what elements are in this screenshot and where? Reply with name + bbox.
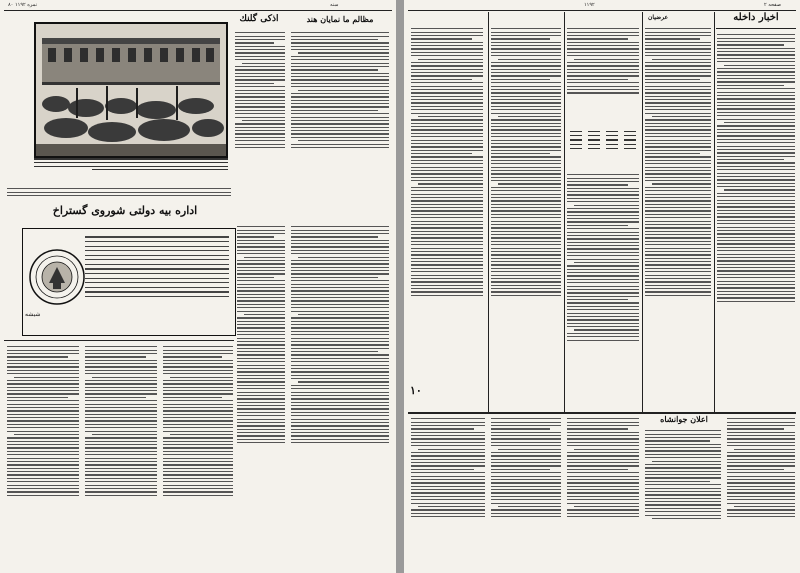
right-column-3-top <box>566 26 640 126</box>
left-column-1 <box>290 30 390 220</box>
left-lower-column-c <box>6 344 80 570</box>
left-lower-column-b <box>84 344 158 570</box>
left-page-header-right: سنه <box>330 2 339 8</box>
right-lower-column-1 <box>726 416 796 570</box>
page-gutter <box>396 0 404 573</box>
headline-underline <box>716 28 796 29</box>
right-lower-column-2 <box>644 428 722 570</box>
engraving-caption <box>34 156 228 186</box>
lower-section-rule <box>4 340 234 341</box>
right-page <box>404 0 800 573</box>
left-column-1-lower <box>290 224 390 570</box>
right-lower-column-3 <box>566 416 640 570</box>
insurance-seal-icon <box>27 237 87 317</box>
right-column-5 <box>410 26 484 410</box>
advertisement-body <box>85 233 229 331</box>
header-rule <box>4 10 392 11</box>
advertisement-box <box>22 228 236 336</box>
headline-1: مظالم ما نمايان هند <box>306 14 374 24</box>
right-lower-column-5 <box>410 416 486 570</box>
lower-headline: اعلان جوانشاه <box>660 414 708 424</box>
headline-2: اذكى گلنك <box>239 14 279 24</box>
engraving-scene-graphic <box>36 24 226 156</box>
right-column-4 <box>490 26 562 410</box>
page-number: ۱۰ <box>410 384 422 397</box>
left-column-2 <box>234 30 286 220</box>
right-page-header-mid: ۱۱۹۲ <box>584 2 595 8</box>
numeric-table <box>570 128 636 168</box>
left-page-header-left: ۸۰ نمره ۱۱۹۲ <box>8 2 37 8</box>
right-column-3 <box>566 172 640 410</box>
right-lower-column-4 <box>490 416 562 570</box>
column-2-subhead: عرضيان <box>648 14 669 21</box>
left-page <box>0 0 396 573</box>
advertisement-title: اداره بيه دولتى شوروى گستراخ <box>52 204 198 217</box>
right-column-1 <box>716 32 796 410</box>
engraving-illustration <box>34 22 228 158</box>
left-lower-column-a <box>162 344 234 570</box>
caption-text-band <box>6 186 232 204</box>
main-headline: اخبار داخله <box>733 12 779 23</box>
left-column-2-lower <box>236 224 286 570</box>
right-lower-rule <box>408 412 796 414</box>
advertisement-mid-word: شيشه <box>25 311 41 318</box>
right-page-header-right: صفحه ۲ <box>764 2 781 8</box>
right-header-rule <box>408 10 796 11</box>
right-column-2 <box>644 26 712 410</box>
